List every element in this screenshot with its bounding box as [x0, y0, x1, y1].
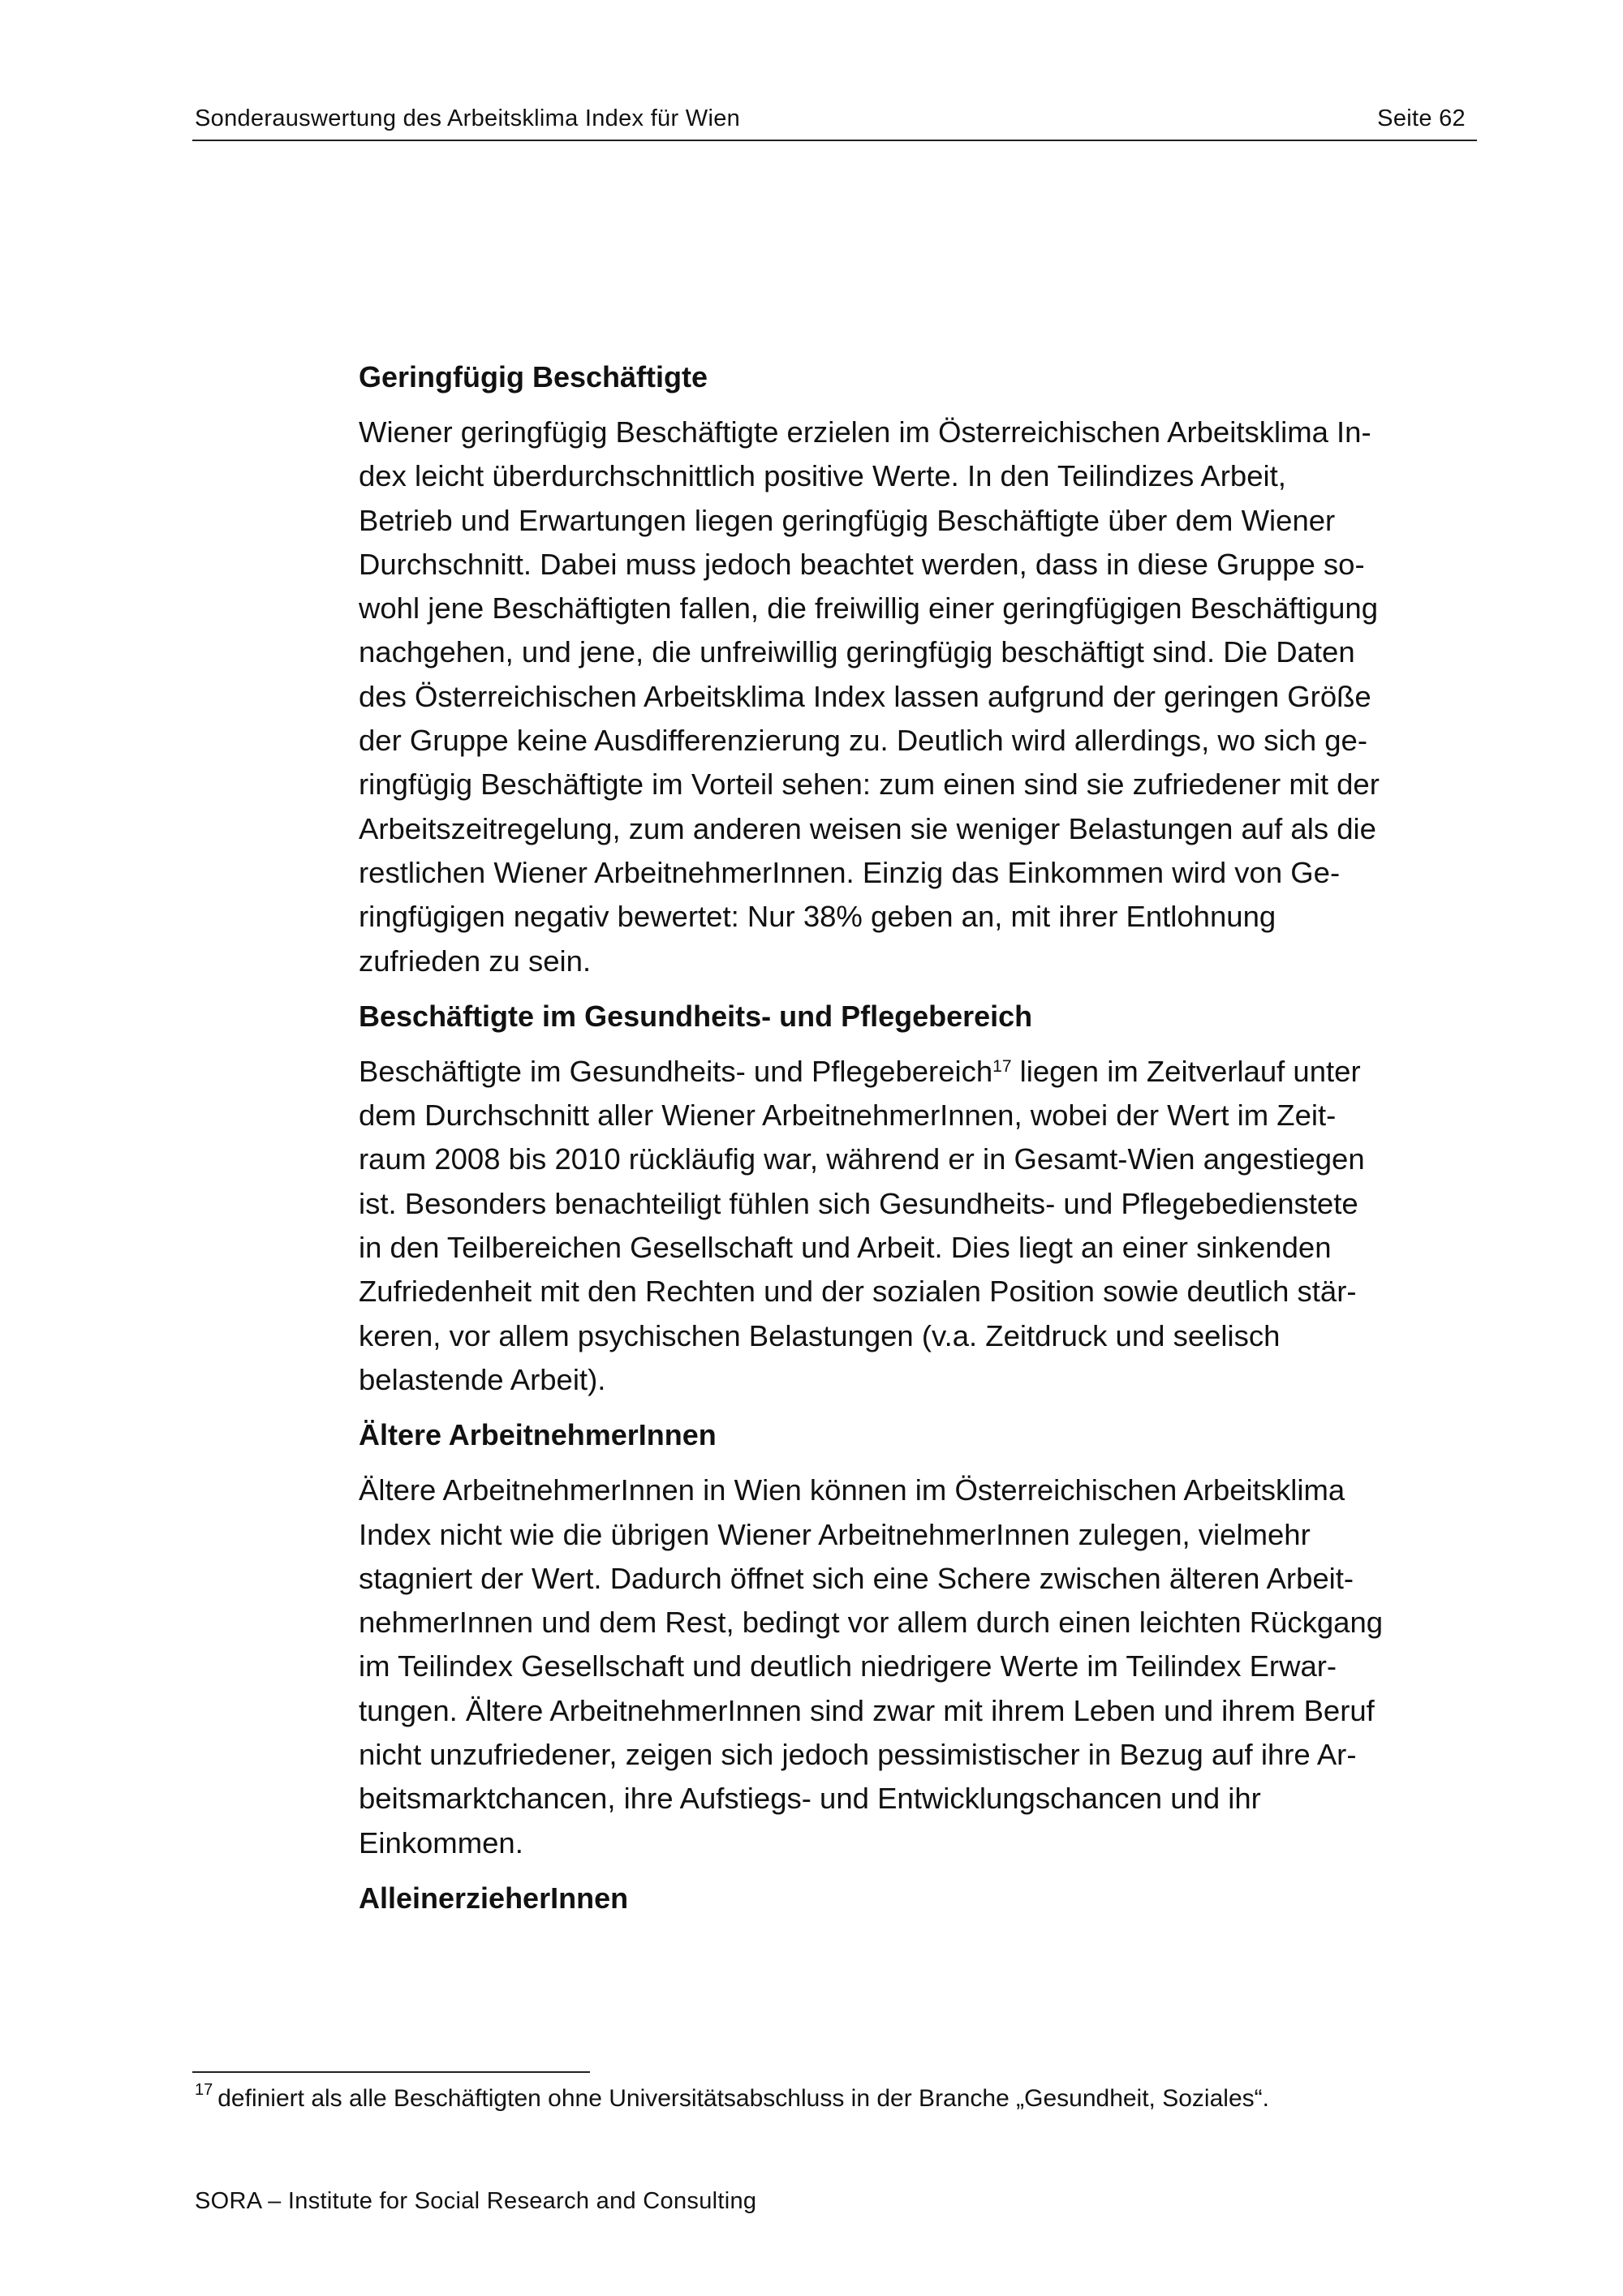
text-line: raum 2008 bis 2010 rückläufig war, während er in Gesamt-Wien angestiegen	[359, 1142, 1365, 1176]
text-line: in den Teilbereichen Gesellschaft und Arbeit. Dies liegt an einer sinkenden	[359, 1231, 1332, 1265]
footnote-text: definiert als alle Beschäftigten ohne Universitätsabschluss in der Branche „Gesundheit, Soziales“.	[217, 2085, 1269, 2112]
section-heading-aeltere: Ältere ArbeitnehmerInnen	[359, 1418, 717, 1452]
text-fragment: liegen im Zeitverlauf unter	[1011, 1054, 1361, 1088]
page-number: Seite 62	[1377, 105, 1466, 131]
text-fragment: Beschäftigte im Gesundheits- und Pflegebereich	[359, 1054, 993, 1088]
section-heading-alleinerzieher: AlleinerzieherInnen	[359, 1881, 629, 1915]
page-header	[192, 104, 1477, 141]
footnote-reference[interactable]: 17	[992, 1056, 1012, 1076]
footnote-number: 17	[195, 2081, 213, 2099]
section-paragraph-aeltere	[359, 1468, 1477, 1865]
text-line: stagniert der Wert. Dadurch öffnet sich eine Schere zwischen älteren Arbeit-	[359, 1561, 1354, 1595]
text-line: Durchschnitt. Dabei muss jedoch beachtet werden, dass in diese Gruppe so-	[359, 547, 1365, 581]
text-line: wohl jene Beschäftigten fallen, die freiwillig einer geringfügigen Beschäftigung	[359, 591, 1378, 626]
text-line: im Teilindex Gesellschaft und deutlich niedrigere Werte im Teilindex Erwar-	[359, 1649, 1337, 1683]
main-content	[359, 355, 1477, 1932]
text-line: nicht unzufriedener, zeigen sich jedoch pessimistischer in Bezug auf ihre Ar-	[359, 1738, 1357, 1772]
text-line: ringfügigen negativ bewertet: Nur 38% geben an, mit ihrer Entlohnung	[359, 900, 1276, 934]
text-line: ist. Besonders benachteiligt fühlen sich Gesundheits- und Pflegebedienstete	[359, 1186, 1358, 1220]
text-line: beitsmarktchancen, ihre Aufstiegs- und Entwicklungschancen und ihr	[359, 1782, 1261, 1816]
text-line: Index nicht wie die übrigen Wiener ArbeitnehmerInnen zulegen, vielmehr	[359, 1517, 1311, 1551]
text-line: dex leicht überdurchschnittlich positive Werte. In den Teilindizes Arbeit,	[359, 459, 1286, 493]
footnote-divider	[192, 2071, 590, 2073]
text-line: des Österreichischen Arbeitsklima Index lassen aufgrund der geringen Größe	[359, 679, 1371, 713]
text-line: restlichen Wiener ArbeitnehmerInnen. Einzig das Einkommen wird von Ge-	[359, 855, 1341, 889]
section-heading-gesundheit: Beschäftigte im Gesundheits- und Pflegebereich	[359, 999, 1033, 1033]
text-line: nehmerInnen und dem Rest, bedingt vor allem durch einen leichten Rückgang	[359, 1606, 1384, 1640]
text-line: Einkommen.	[359, 1825, 523, 1860]
text-line	[359, 1050, 1477, 1094]
text-line: keren, vor allem psychischen Belastungen (v.a. Zeitdruck und seelisch	[359, 1318, 1281, 1352]
section-paragraph-geringfuegig	[359, 411, 1477, 983]
footnote	[195, 2081, 1269, 2113]
text-line: ringfügig Beschäftigte im Vorteil sehen: zum einen sind sie zufriedener mit der	[359, 767, 1380, 802]
page-footer: SORA – Institute for Social Research and Consulting	[195, 2188, 757, 2214]
text-line: Ältere ArbeitnehmerInnen in Wien können im Österreichischen Arbeitsklima	[359, 1473, 1345, 1507]
text-line: Betrieb und Erwartungen liegen geringfügig Beschäftigte über dem Wiener	[359, 503, 1336, 537]
header-title: Sonderauswertung des Arbeitsklima Index für Wien	[195, 105, 741, 131]
text-line: Wiener geringfügig Beschäftigte erzielen im Österreichischen Arbeitsklima In-	[359, 415, 1371, 449]
text-line: Arbeitszeitregelung, zum anderen weisen sie weniger Belastungen auf als die	[359, 811, 1376, 845]
section-heading-geringfuegig: Geringfügig Beschäftigte	[359, 360, 708, 393]
text-line: tungen. Ältere ArbeitnehmerInnen sind zwar mit ihrem Leben und ihrem Beruf	[359, 1693, 1375, 1727]
text-line: dem Durchschnitt aller Wiener ArbeitnehmerInnen, wobei der Wert im Zeit-	[359, 1099, 1337, 1133]
text-line: der Gruppe keine Ausdifferenzierung zu. Deutlich wird allerdings, wo sich ge-	[359, 724, 1368, 758]
text-line: belastende Arbeit).	[359, 1362, 606, 1396]
text-line: nachgehen, und jene, die unfreiwillig geringfügig beschäftigt sind. Die Daten	[359, 635, 1355, 669]
section-paragraph-gesundheit	[359, 1050, 1477, 1402]
text-line: Zufriedenheit mit den Rechten und der sozialen Position sowie deutlich stär-	[359, 1275, 1357, 1309]
text-line: zufrieden zu sein.	[359, 944, 592, 978]
